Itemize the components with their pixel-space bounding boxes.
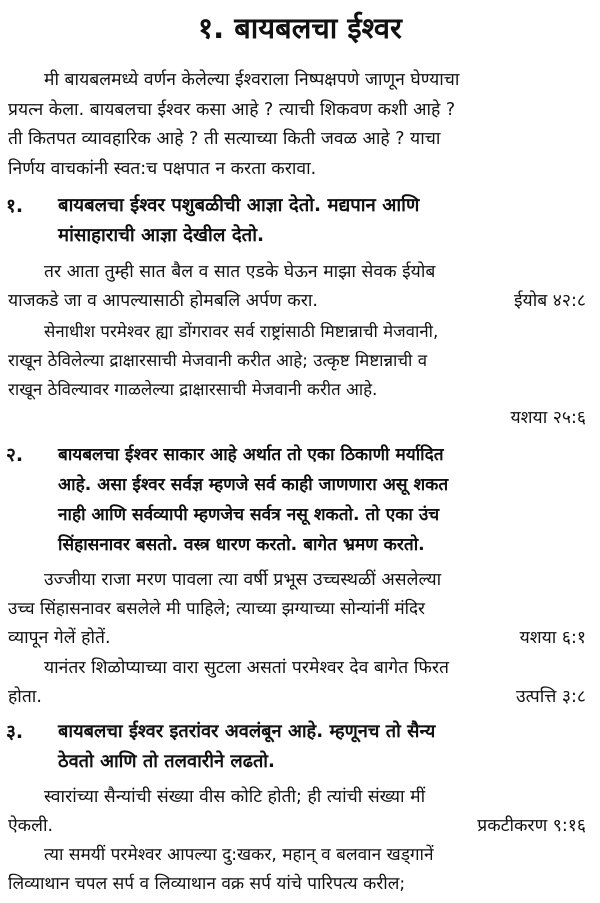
page-title: १. बायबलचा ईश्वर	[198, 11, 402, 45]
intro-line: ती कितपत व्यावहारिक आहे ? ती सत्याच्या किती जवळ आहे ? याचा	[8, 129, 441, 149]
scripture-reference: ईयोब ४२:८	[513, 291, 586, 311]
quote-line: उच्च सिंहासनावर बसलेले मी पाहिले; त्याच्या झग्याच्या सोन्यांनीं मंदिर	[8, 599, 426, 619]
quote-line: याजकडे जा व आपल्यासाठी होमबलि अर्पण करा.	[8, 291, 318, 311]
scripture-reference: यशया ६:१	[519, 628, 586, 648]
quote-line: तर आता तुम्ही सात बैल व सात एडके घेऊन माझा सेवक ईयोब	[44, 262, 436, 282]
quote-line: ऐकली.	[8, 816, 54, 836]
intro-line: निर्णय वाचकांनी स्वत:च पक्षपात न करता करावा.	[8, 159, 317, 179]
scripture-reference: उत्पत्ति ३:८	[515, 687, 586, 707]
section-heading-line: आहे. असा ईश्वर सर्वज्ञ म्हणजे सर्व काही जाणणारा असू शकत	[58, 475, 449, 495]
quote-line: सेनाधीश परमेश्वर ह्या डोंगरावर सर्व राष्ट्रांसाठी मिष्टान्नाची मेजवानी,	[44, 321, 439, 341]
quote-line: उज्जीया राजा मरण पावला त्या वर्षी प्रभूस उच्चस्थळीं असलेल्या	[44, 570, 442, 590]
quote-line: यानंतर शिळोप्याच्या वारा सुटला असतां परमेश्वर देव बागेत फिरत	[44, 658, 449, 678]
quote-line: लिव्याथान चपल सर्प व लिव्याथान वक्र सर्प यांचे पारिपत्य करील;	[8, 874, 406, 894]
quote-line: राखून ठेविलेल्या द्राक्षारसाची मेजवानी करीत आहे; उत्कृष्ट मिष्टान्नाची व	[8, 350, 428, 370]
quote-line: होता.	[8, 687, 42, 707]
section-heading-line: नाही आणि सर्वव्यापी म्हणजेच सर्वत्र नसू शकतो. तो एका उंच	[58, 505, 440, 525]
quote-line: स्वारांच्या सैन्यांची संख्या वीस कोटि होती; ही त्यांची संख्या मीं	[44, 787, 426, 807]
quote-line: व्यापून गेलें होतें.	[8, 628, 111, 648]
section-heading-line: बायबलचा ईश्वर साकार आहे अर्थात तो एका ठिकाणी मर्यादित	[58, 445, 444, 465]
section-heading-line: बायबलचा ईश्वर पशुबळीची आज्ञा देतो. मद्यपान आणि	[58, 195, 420, 216]
quote-line: त्या समयीं परमेश्वर आपल्या दु:खकर, महान् व बलवान खड्गानें	[44, 845, 434, 865]
section-number: ३.	[6, 721, 24, 743]
quote-line: राखून ठेविल्यावर गाळलेल्या द्राक्षारसाची मेजवानी करीत आहे.	[8, 379, 378, 399]
intro-line: प्रयत्न केला. बायबलचा ईश्वर कसा आहे ? त्याची शिकवण कशी आहे ?	[8, 100, 456, 120]
section-number: २.	[6, 444, 24, 466]
section-number: १.	[6, 195, 24, 217]
intro-line: मी बायबलमध्ये वर्णन केलेल्या ईश्वराला निष्पक्षपणे जाणून घेण्याचा	[44, 70, 460, 90]
section-heading-line: मांसाहाराची आज्ञा देखील देतो.	[58, 225, 265, 246]
section-heading-line: बायबलचा ईश्वर इतरांवर अवलंबून आहे. म्हणूनच तो सैन्य	[58, 721, 436, 742]
section-heading-line: ठेवतो आणि तो तलवारीने लढतो.	[58, 751, 275, 772]
section-heading-line: सिंहासनावर बसतो. वस्त्र धारण करतो. बागेत भ्रमण करतो.	[58, 535, 425, 555]
scripture-reference: प्रकटीकरण ९:१६	[477, 816, 586, 836]
scripture-reference: यशया २५:६	[510, 408, 586, 428]
